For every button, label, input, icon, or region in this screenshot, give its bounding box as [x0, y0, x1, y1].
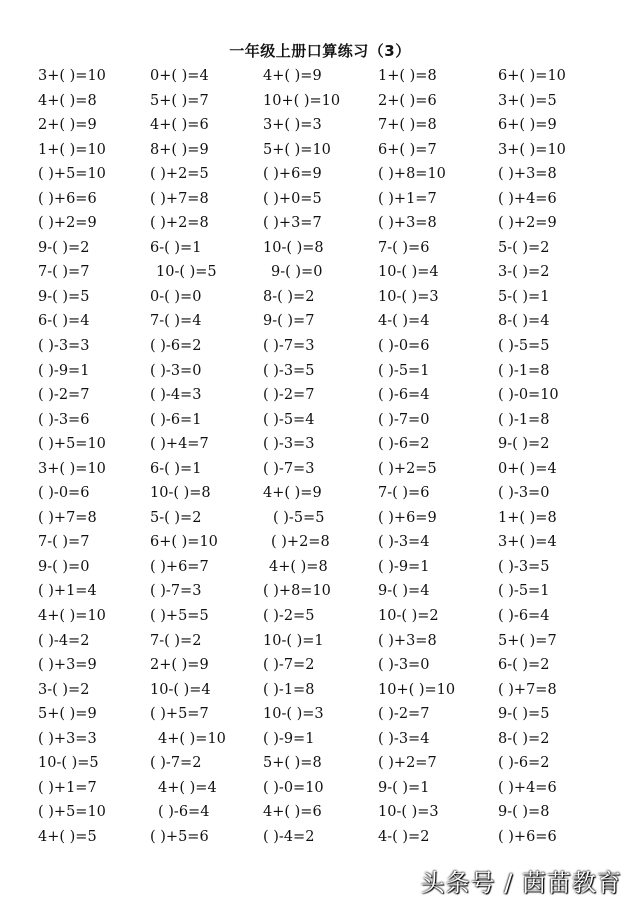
exercise-item: 5+( )=8: [263, 755, 322, 772]
exercise-item: ( )+3=8: [378, 632, 437, 649]
exercise-item: 4+( )=10: [158, 730, 226, 747]
exercise-item: 10-( )=5: [38, 755, 99, 772]
exercise-item: 6-( )=1: [150, 239, 202, 256]
exercise-item: 10-( )=3: [378, 288, 439, 305]
exercise-item: ( )+8=10: [378, 166, 446, 183]
exercise-item: 0+( )=4: [150, 68, 209, 84]
exercise-item: 10-( )=4: [378, 264, 439, 281]
exercise-item: 9-( )=8: [498, 804, 550, 821]
exercise-item: ( )-7=3: [150, 583, 202, 600]
exercise-item: 6+( )=7: [378, 141, 437, 158]
exercise-item: ( )-7=3: [263, 338, 315, 355]
exercise-item: ( )+6=6: [498, 828, 557, 845]
exercise-row: [38, 138, 638, 163]
exercise-item: 3+( )=10: [498, 141, 566, 158]
exercise-item: ( )-1=8: [498, 362, 550, 379]
exercise-item: 9-( )=4: [378, 583, 430, 600]
exercise-item: ( )-0=10: [263, 779, 324, 796]
exercise-item: 10-( )=8: [150, 485, 211, 502]
exercise-item: ( )+2=8: [150, 215, 209, 232]
exercise-item: 3+( )=10: [38, 68, 106, 84]
exercise-item: 4+( )=6: [150, 117, 209, 134]
watermark: 头条号 / 茵苗教育: [420, 869, 622, 897]
exercise-row: [38, 481, 638, 506]
exercise-item: ( )-3=5: [263, 362, 315, 379]
exercise-item: 7+( )=8: [378, 117, 437, 134]
exercise-row: [38, 211, 638, 236]
exercise-item: ( )-3=3: [263, 436, 315, 453]
exercise-row: [38, 457, 638, 482]
exercise-item: ( )-5=5: [498, 338, 550, 355]
exercise-item: ( )-5=4: [263, 411, 315, 428]
exercise-item: ( )+3=7: [263, 215, 322, 232]
exercise-row: [38, 236, 638, 261]
exercise-item: ( )-3=4: [378, 730, 430, 747]
exercise-item: ( )+0=5: [263, 190, 322, 207]
exercise-item: ( )+6=9: [378, 509, 437, 526]
exercise-item: ( )+4=7: [150, 436, 209, 453]
exercise-grid: [38, 64, 638, 850]
exercise-item: 1+( )=10: [38, 141, 106, 158]
exercise-item: ( )-9=1: [378, 558, 430, 575]
exercise-item: 4+( )=10: [38, 608, 106, 625]
exercise-item: 5+( )=7: [498, 632, 557, 649]
exercise-item: 9-( )=2: [38, 239, 90, 256]
exercise-item: ( )-5=5: [273, 509, 325, 526]
exercise-item: 9-( )=1: [378, 779, 430, 796]
exercise-row: [38, 383, 638, 408]
exercise-item: 7-( )=7: [38, 534, 90, 551]
exercise-item: ( )-7=3: [263, 460, 315, 477]
exercise-item: 5+( )=10: [263, 141, 331, 158]
exercise-item: 4+( )=9: [263, 485, 322, 502]
exercise-item: 10-( )=2: [378, 608, 439, 625]
exercise-item: ( )-2=7: [263, 387, 315, 404]
exercise-item: ( )-2=7: [38, 387, 90, 404]
exercise-row: [38, 113, 638, 138]
exercise-item: ( )-7=2: [263, 657, 315, 674]
exercise-row: [38, 309, 638, 334]
exercise-item: ( )+7=8: [38, 509, 97, 526]
exercise-item: ( )-0=6: [38, 485, 90, 502]
exercise-item: ( )-6=2: [378, 436, 430, 453]
exercise-item: ( )+2=8: [271, 534, 330, 551]
exercise-item: 7-( )=4: [150, 313, 202, 330]
exercise-item: 3+( )=3: [263, 117, 322, 134]
exercise-item: ( )+2=7: [378, 755, 437, 772]
page-title: 一年级上册口算练习（3）: [229, 42, 411, 60]
exercise-item: 7-( )=7: [38, 264, 90, 281]
exercise-item: 10+( )=10: [378, 681, 456, 698]
exercise-item: 1+( )=8: [498, 509, 557, 526]
exercise-item: 4+( )=4: [158, 779, 217, 796]
exercise-row: [38, 800, 638, 825]
exercise-item: 3-( )=2: [38, 681, 90, 698]
exercise-item: 8-( )=2: [263, 288, 315, 305]
exercise-item: 10-( )=8: [263, 239, 324, 256]
exercise-row: [38, 187, 638, 212]
exercise-item: ( )+5=10: [38, 166, 106, 183]
exercise-item: ( )-3=0: [378, 657, 430, 674]
exercise-item: 4+( )=5: [38, 828, 97, 845]
exercise-item: 10+( )=10: [263, 92, 341, 109]
exercise-item: 8-( )=2: [498, 730, 550, 747]
exercise-row: [38, 678, 638, 703]
exercise-item: 9-( )=0: [38, 558, 90, 575]
exercise-item: 4+( )=9: [263, 68, 322, 84]
exercise-item: 9-( )=0: [271, 264, 323, 281]
exercise-row: [38, 162, 638, 187]
exercise-item: ( )-3=3: [38, 338, 90, 355]
exercise-item: ( )+5=5: [150, 608, 209, 625]
exercise-row: [38, 432, 638, 457]
exercise-row: [38, 604, 638, 629]
exercise-item: 4+( )=6: [263, 804, 322, 821]
exercise-item: ( )-6=2: [498, 755, 550, 772]
exercise-item: ( )+2=5: [150, 166, 209, 183]
exercise-item: ( )+2=9: [38, 215, 97, 232]
exercise-item: ( )-0=6: [378, 338, 430, 355]
exercise-item: ( )+5=7: [150, 706, 209, 723]
exercise-item: ( )+3=3: [38, 730, 97, 747]
exercise-row: [38, 408, 638, 433]
exercise-row: [38, 751, 638, 776]
exercise-row: [38, 260, 638, 285]
exercise-item: ( )-3=0: [498, 485, 550, 502]
exercise-item: ( )+1=4: [38, 583, 97, 600]
exercise-item: ( )+6=6: [38, 190, 97, 207]
exercise-item: ( )-4=3: [150, 387, 202, 404]
exercise-row: [38, 579, 638, 604]
exercise-row: [38, 727, 638, 752]
exercise-item: 7-( )=6: [378, 485, 430, 502]
exercise-item: ( )-7=0: [378, 411, 430, 428]
exercise-item: ( )-1=8: [263, 681, 315, 698]
exercise-row: [38, 359, 638, 384]
exercise-item: 5-( )=2: [498, 239, 550, 256]
exercise-item: ( )-2=5: [263, 608, 315, 625]
exercise-item: ( )+6=9: [263, 166, 322, 183]
exercise-item: ( )+5=10: [38, 436, 106, 453]
exercise-item: ( )+7=8: [498, 681, 557, 698]
exercise-item: ( )+3=8: [378, 215, 437, 232]
exercise-row: [38, 776, 638, 801]
exercise-item: 7-( )=2: [150, 632, 202, 649]
exercise-item: 6+( )=10: [498, 68, 566, 84]
exercise-item: ( )-3=5: [498, 558, 550, 575]
exercise-item: 5+( )=7: [150, 92, 209, 109]
exercise-item: 3+( )=4: [498, 534, 557, 551]
exercise-item: 1+( )=8: [378, 68, 437, 84]
exercise-item: 8-( )=4: [498, 313, 550, 330]
exercise-item: 0-( )=0: [150, 288, 202, 305]
exercise-row: [38, 89, 638, 114]
exercise-item: ( )+1=7: [378, 190, 437, 207]
exercise-row: [38, 653, 638, 678]
exercise-item: ( )+5=10: [38, 804, 106, 821]
exercise-item: ( )+4=6: [498, 190, 557, 207]
exercise-row: [38, 825, 638, 850]
exercise-item: 2+( )=6: [378, 92, 437, 109]
exercise-item: 9-( )=5: [38, 288, 90, 305]
exercise-item: 9-( )=7: [263, 313, 315, 330]
exercise-item: ( )+8=10: [263, 583, 331, 600]
exercise-item: ( )+1=7: [38, 779, 97, 796]
exercise-item: 2+( )=9: [38, 117, 97, 134]
exercise-item: ( )-4=2: [263, 828, 315, 845]
exercise-item: 4+( )=8: [269, 558, 328, 575]
exercise-row: [38, 530, 638, 555]
exercise-item: 6-( )=2: [498, 657, 550, 674]
exercise-item: ( )-6=4: [158, 804, 210, 821]
exercise-item: 4-( )=2: [378, 828, 430, 845]
exercise-item: 9-( )=2: [498, 436, 550, 453]
exercise-item: 8+( )=9: [150, 141, 209, 158]
exercise-item: 7-( )=6: [378, 239, 430, 256]
exercise-item: ( )-0=10: [498, 387, 559, 404]
exercise-item: ( )+5=6: [150, 828, 209, 845]
exercise-item: ( )-3=6: [38, 411, 90, 428]
exercise-item: ( )-7=2: [150, 755, 202, 772]
exercise-row: [38, 555, 638, 580]
exercise-item: 10-( )=5: [156, 264, 217, 281]
exercise-item: ( )+7=8: [150, 190, 209, 207]
exercise-item: 3-( )=2: [498, 264, 550, 281]
exercise-row: [38, 506, 638, 531]
exercise-item: ( )-9=1: [38, 362, 90, 379]
exercise-item: 6-( )=4: [38, 313, 90, 330]
exercise-item: ( )-4=2: [38, 632, 90, 649]
exercise-item: 5-( )=1: [498, 288, 550, 305]
exercise-item: ( )+2=5: [378, 460, 437, 477]
exercise-item: ( )-3=4: [378, 534, 430, 551]
exercise-item: ( )+4=6: [498, 779, 557, 796]
exercise-row: [38, 629, 638, 654]
exercise-item: ( )-6=4: [498, 608, 550, 625]
exercise-item: 6+( )=10: [150, 534, 218, 551]
exercise-item: 6+( )=9: [498, 117, 557, 134]
exercise-item: ( )+2=9: [498, 215, 557, 232]
exercise-row: [38, 334, 638, 359]
exercise-item: ( )-3=0: [150, 362, 202, 379]
exercise-item: ( )-9=1: [263, 730, 315, 747]
exercise-item: 4-( )=4: [378, 313, 430, 330]
exercise-item: ( )-1=8: [498, 411, 550, 428]
exercise-item: 4+( )=8: [38, 92, 97, 109]
exercise-item: ( )+3=8: [498, 166, 557, 183]
exercise-row: [38, 285, 638, 310]
exercise-item: 6-( )=1: [150, 460, 202, 477]
exercise-item: 10-( )=3: [263, 706, 324, 723]
exercise-item: 10-( )=3: [378, 804, 439, 821]
exercise-item: ( )+6=7: [150, 558, 209, 575]
exercise-row: [38, 702, 638, 727]
exercise-item: ( )-6=4: [378, 387, 430, 404]
exercise-item: ( )+3=9: [38, 657, 97, 674]
exercise-row: [38, 64, 638, 89]
exercise-item: 5-( )=2: [150, 509, 202, 526]
exercise-item: 5+( )=9: [38, 706, 97, 723]
exercise-item: ( )-2=7: [378, 706, 430, 723]
exercise-item: ( )-6=1: [150, 411, 202, 428]
exercise-item: 10-( )=1: [263, 632, 324, 649]
exercise-item: ( )-5=1: [498, 583, 550, 600]
exercise-item: ( )-6=2: [150, 338, 202, 355]
exercise-item: 9-( )=5: [498, 706, 550, 723]
exercise-item: 10-( )=4: [150, 681, 211, 698]
exercise-item: 2+( )=9: [150, 657, 209, 674]
exercise-item: 0+( )=4: [498, 460, 557, 477]
exercise-item: 3+( )=10: [38, 460, 106, 477]
exercise-item: 3+( )=5: [498, 92, 557, 109]
exercise-item: ( )-5=1: [378, 362, 430, 379]
